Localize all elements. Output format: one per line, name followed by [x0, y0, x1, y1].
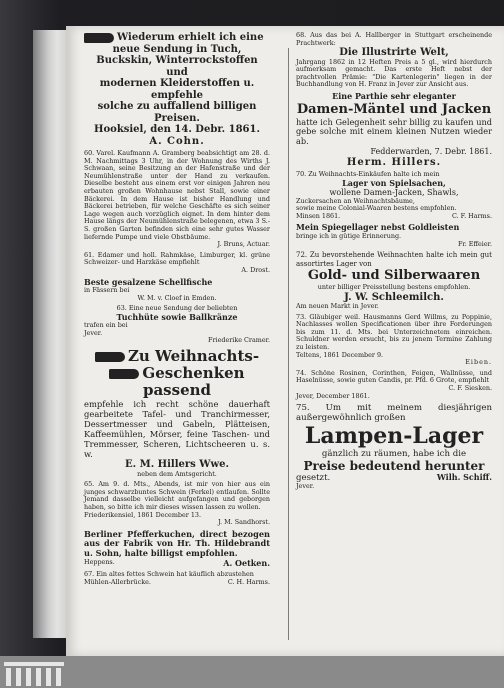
rosinen-advertisement [296, 370, 492, 400]
ad-line: gesetzt. [296, 472, 331, 483]
schwein-notice [84, 481, 270, 527]
ad-date: Fedderwarden, 7. Debr. 1861. [370, 146, 492, 156]
notice-signature: J. Bruns, Actuar. [217, 240, 270, 249]
column-divider [288, 48, 289, 640]
ad-line: Eine Parthie sehr eleganter [332, 91, 456, 102]
ad-heading: Geschenken passend [142, 364, 245, 400]
ad-signature: Wilh. Schiff. [436, 471, 492, 482]
ad-heading: Gold- und Silberwaaren [307, 267, 481, 283]
ad-address: Am neuen Markt in Jever. [296, 302, 379, 311]
ad-line: Wiederum erhielt ich eine [117, 32, 264, 43]
notice-place: Mühlen-Allerbrücke. [84, 577, 151, 586]
right-column [296, 32, 492, 494]
newspaper-page [66, 26, 504, 656]
book-binding [33, 30, 69, 638]
ad-heading: Lager von Spielsachen, [342, 177, 446, 188]
pointing-hand-icon [84, 33, 114, 43]
tuchhuete-advertisement [84, 305, 270, 345]
cheese-advertisement [84, 252, 270, 275]
left-column [84, 32, 270, 589]
notice-signature: Eiben. [465, 358, 492, 367]
notice-text: 67. Ein altes fettes Schwein hat käuflich abzustehen [84, 570, 254, 578]
ad-line: unter billiger Preisstellung bestens empfohlen. [317, 282, 471, 291]
ad-line: Zuckersachen an Weihnachtsbäume, [296, 196, 415, 205]
ad-line: 70. Zu Weihnachts-Einkäufen halte ich mein [296, 170, 440, 179]
ad-line: in Fässern bei [84, 286, 130, 294]
varel-notice [84, 150, 270, 249]
ad-place: Jever. [84, 328, 103, 337]
ad-place: Jever. [296, 481, 315, 490]
ad-text: 61. Edamer und holl. Rahmkäse, Limburger, kl. grüne Schweizer- und Harzkäse empfiehlt [84, 250, 270, 267]
ad-line: gänzlich zu räumen, habe ich die [321, 448, 467, 459]
ad-heading: Die Illustrirte Welt, [339, 47, 449, 59]
ad-line: Hooksiel, den 14. Debr. 1861. [94, 124, 260, 135]
weihnachts-advertisement [84, 348, 270, 478]
ad-text: empfehle ich recht schöne dauerhaft gearbeitete Tafel- und Tranchirmesser, Dessertmesser und Gabeln, Plätteisen, Kaffeemühlen, Mörser, feine Taschen- und Tremmesser, Scheren, Lichtscheeren u. s. w. [84, 399, 270, 460]
ad-heading: Mein Spiegellager nebst Goldleisten [296, 222, 460, 233]
ad-line: modernen Kleiderstoffen u. empfehle [99, 78, 255, 101]
spiegellager-advertisement [296, 223, 492, 248]
ad-line: bringe ich in gütige Erinnerung. [296, 231, 402, 240]
fettes-schwein-notice [84, 571, 270, 586]
ad-signature: A. Oetken. [223, 557, 270, 568]
ad-place: Heppens. [84, 557, 115, 566]
damen-maentel-advertisement [296, 92, 492, 168]
ad-place: Minsen 1861. [296, 211, 341, 220]
ad-heading: Zu Weihnachts- [127, 347, 260, 366]
ad-signature: C. F. Harms. [451, 211, 492, 220]
notice-date: Teltens, 1861 December 9. [296, 350, 384, 359]
illustrirte-welt-advertisement [296, 32, 492, 89]
ad-date: Jever, December 1861. [296, 391, 370, 400]
notice-text: 73. Gläubiger weil. Hausmanns Gerd Willms, zu Poppinie, Nachlasses wollen Specificationen über ihre Forderungen bis zum 11. d. Mts. bei Unterzeichnetem einreichen. Schuldner werden ersucht, bis zu jenem Termine Zahlung zu leisten. [296, 312, 492, 351]
ad-line: 63. Eine neue Sendung der beliebten [116, 304, 238, 313]
silberwaaren-advertisement [296, 251, 492, 311]
ad-line: wollene Damen-Jacken, Shawls, [329, 188, 459, 198]
notice-signature: C. H. Harms. [227, 577, 270, 586]
ad-signature: W. M. v. Cloef in Emden. [137, 293, 217, 302]
pfefferkuchen-advertisement [84, 530, 270, 568]
ad-heading: Beste gesalzene Schellfische [84, 276, 213, 287]
ad-signature: A. Cohn. [149, 135, 205, 147]
viewer-footer-bar [0, 656, 504, 688]
spielsachen-advertisement [296, 171, 492, 220]
cohn-advertisement [84, 32, 270, 147]
ad-signature: Fr. Effeier. [457, 239, 492, 248]
ad-heading: Lampen-Lager [304, 422, 484, 449]
ad-line: Preise bedeutend herunter [303, 458, 485, 473]
ad-signature: E. M. Hillers Wwe. [125, 459, 229, 471]
ad-text: 68. Aus das bei A. Hallberger in Stuttgart erscheinende Prachtwerk: [296, 31, 492, 47]
glaeubiger-notice [296, 314, 492, 367]
ad-signature: C. F. Siesken. [448, 383, 492, 392]
pointing-hand-icon [109, 369, 139, 379]
notice-date: Friederikensiel, 1861 December 13. [84, 510, 202, 519]
schellfische-advertisement [84, 278, 270, 303]
ad-line: Buckskin, Winterrockstoffen und [96, 55, 258, 78]
ad-signature: J. W. Schleemilch. [344, 291, 444, 303]
ad-signature: Friederike Cramer. [208, 336, 270, 345]
ad-heading: Tuchhüte sowie Ballkränze [116, 311, 238, 322]
ad-heading: Damen-Mäntel und Jacken [296, 101, 492, 117]
notice-signature: J. M. Sandhorst. [217, 518, 270, 527]
ad-line: trafen ein bei [84, 321, 128, 330]
ad-signature: Herm. Hillers. [346, 156, 442, 168]
ad-line: sowie meine Colonial-Waaren bestens empfohlen. [296, 204, 457, 213]
library-logo-icon [4, 662, 64, 686]
notice-text: 65. Am 9. d. Mts., Abends, ist mir von hier aus ein junges schwarzbuntes Schwein (Ferkel) entlaufen. Sollte Jemand dasselbe vielleicht aufgefangen und geborgen haben, so bitte ich mir dieses wissen lassen zu wollen. [84, 480, 270, 511]
ad-text: 75. Um mit meinem diesjährigen außergewöhnlich großen [296, 403, 492, 424]
ad-address: neben dem Amtsgericht. [137, 469, 217, 478]
ad-text: 72. Zu bevorstehende Weihnachten halte ich mein gut assortirtes Lager von [296, 251, 492, 268]
ad-text: 74. Schöne Rosinen, Corinthen, Feigen, Wallnüsse, und Haselnüsse, sowie guten Candis, pr. Pfd. 6 Grote, empfiehlt [296, 368, 492, 385]
lampen-lager-advertisement [296, 403, 492, 490]
ad-text: Berliner Pfefferkuchen, direct bezogen aus der Fabrik von Hr. Th. Hildebrandt u. Sohn, halte billigst empfohlen. [84, 528, 270, 558]
ad-line: neue Sendung in Tuch, [112, 43, 242, 55]
ad-text: Jahrgang 1862 in 12 Heften Preis a 5 gl., wird hierdurch aufmerksam gemacht. Das erste Heft nebst der prachtvollen Prämie: "Die Kartenlegerin" liegen in der Buchhandlung von H. Franz in Jever zur Ansicht aus. [296, 57, 492, 89]
ad-line: solche zu auffallend billigen Preisen. [97, 101, 257, 124]
pointing-hand-icon [95, 352, 125, 362]
ad-signature: A. Drost. [241, 265, 270, 274]
ad-text: hatte ich Gelegenheit sehr billig zu kaufen und gebe solche mit einem kleinen Nutzen wieder ab. [296, 116, 492, 147]
notice-text: 60. Varel. Kaufmann A. Gramberg beabsichtigt am 28. d. M. Nachmittags 3 Uhr, in der Wohnung des Wirths J. Schwaan, seine Besitzung an der Hafenstraße und der Neumühlenstraße unter der Hand zu verkaufen. Dieselbe besteht aus einem erst vor einigen Jahren neu erbauten großen Wohnhause nebst Stall, sowie einer Bäckerei. In dem Hause ist bisher Handlung und Bäckerei betrieben, für welche Geschäfte es sich seiner Lage wegen auch vorzüglich eignet. In dem hinter dem Hause längs der Neumühlenstraße belegenen, etwa 3 S.-S. großen Garten befinden sich eine sehr gutes Wasser liefernde Pumpe und viele Obstbäume. [84, 149, 270, 241]
